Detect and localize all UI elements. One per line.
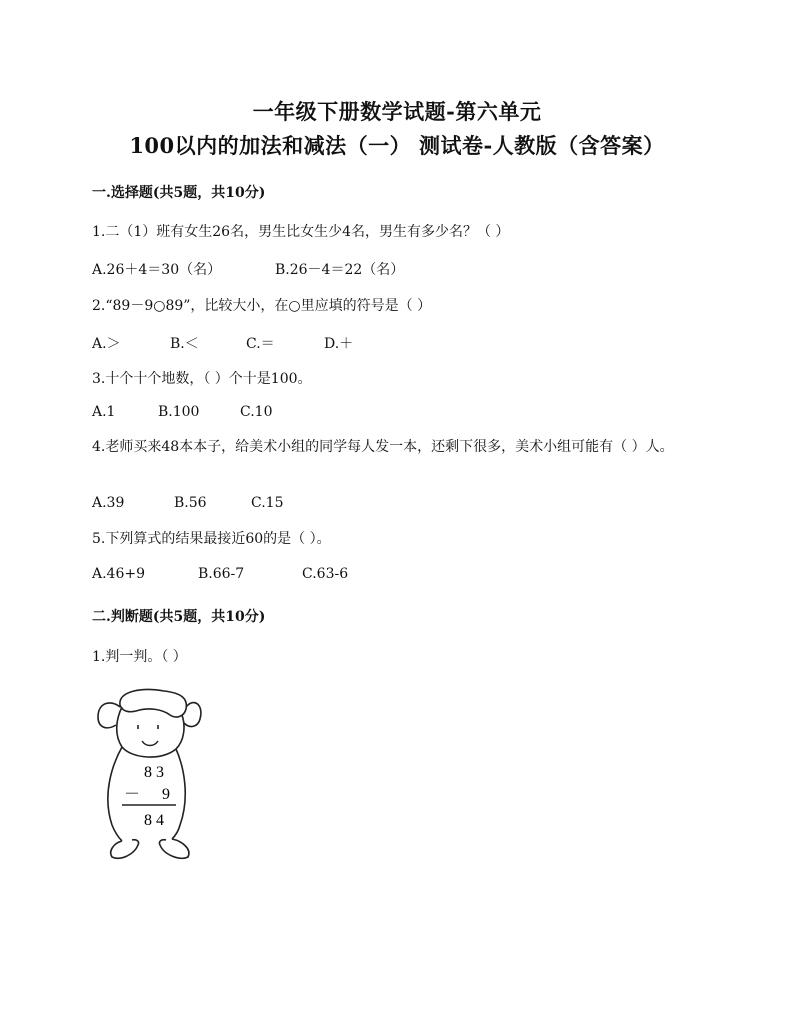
option-a: A.1 [92,404,116,420]
mouth [142,741,158,746]
question-4-options [92,495,283,511]
page-title: 一年级下册数学试题-第六单元 [252,99,542,124]
question-1-options [92,259,404,279]
minuend-text: 8 3 [144,764,164,781]
result-text: 8 4 [144,812,164,829]
question-3: 3.十个十个地数，（ ）个十是100。 [92,371,312,387]
option-b: B.＜ [170,336,199,352]
option-b: B.66-7 [198,566,245,582]
question-2: 2.“89－9○89”，比较大小，在○里应填的符号是（ ） [92,298,432,314]
option-c: C.15 [251,495,284,511]
section-heading-judgment: 二.判断题(共5题，共10分) [92,609,266,625]
option-c: C.63-6 [302,566,349,582]
option-a: A.26＋4＝30（名） [92,262,222,278]
option-a: A.46+9 [92,566,146,582]
option-a: A.39 [92,495,125,511]
face-outline [117,707,184,757]
body-left [108,747,122,841]
question-1: 1.二（1）班有女生26名，男生比女生少4名，男生有多少名？（ ） [92,224,510,240]
option-a: A.＞ [92,336,121,352]
section-heading-choice: 一.选择题(共5题，共10分) [92,185,266,201]
option-c: C.＝ [246,336,275,352]
option-b: B.100 [158,404,200,420]
question-4: 4.老师买来48本本子，给美术小组的同学每人发一本，还剩下很多，美术小组可能有（ ）人。 [92,439,674,455]
option-b: B.26－4＝22（名） [275,262,405,278]
question-5: 5.下列算式的结果最接近60的是（ ）。 [92,531,331,547]
cartoon-subtraction-figure [92,685,202,865]
minus-sign: － [124,786,141,803]
option-b: B.56 [174,495,207,511]
question-2-options [92,333,353,353]
page-subtitle: 100以内的加法和减法（一） 测试卷-人教版（含答案） [129,133,665,158]
body-right [172,749,185,839]
judgment-question-1: 1.判一判。（ ） [92,649,187,665]
option-c: C.10 [240,404,273,420]
right-ear [184,703,201,727]
option-d: D.＋ [324,336,354,352]
question-3-options [92,404,272,420]
question-5-options [92,566,348,582]
subtrahend-text: 9 [162,786,170,803]
right-foot [159,839,188,858]
left-foot [111,840,139,859]
hair-outline [120,690,186,717]
